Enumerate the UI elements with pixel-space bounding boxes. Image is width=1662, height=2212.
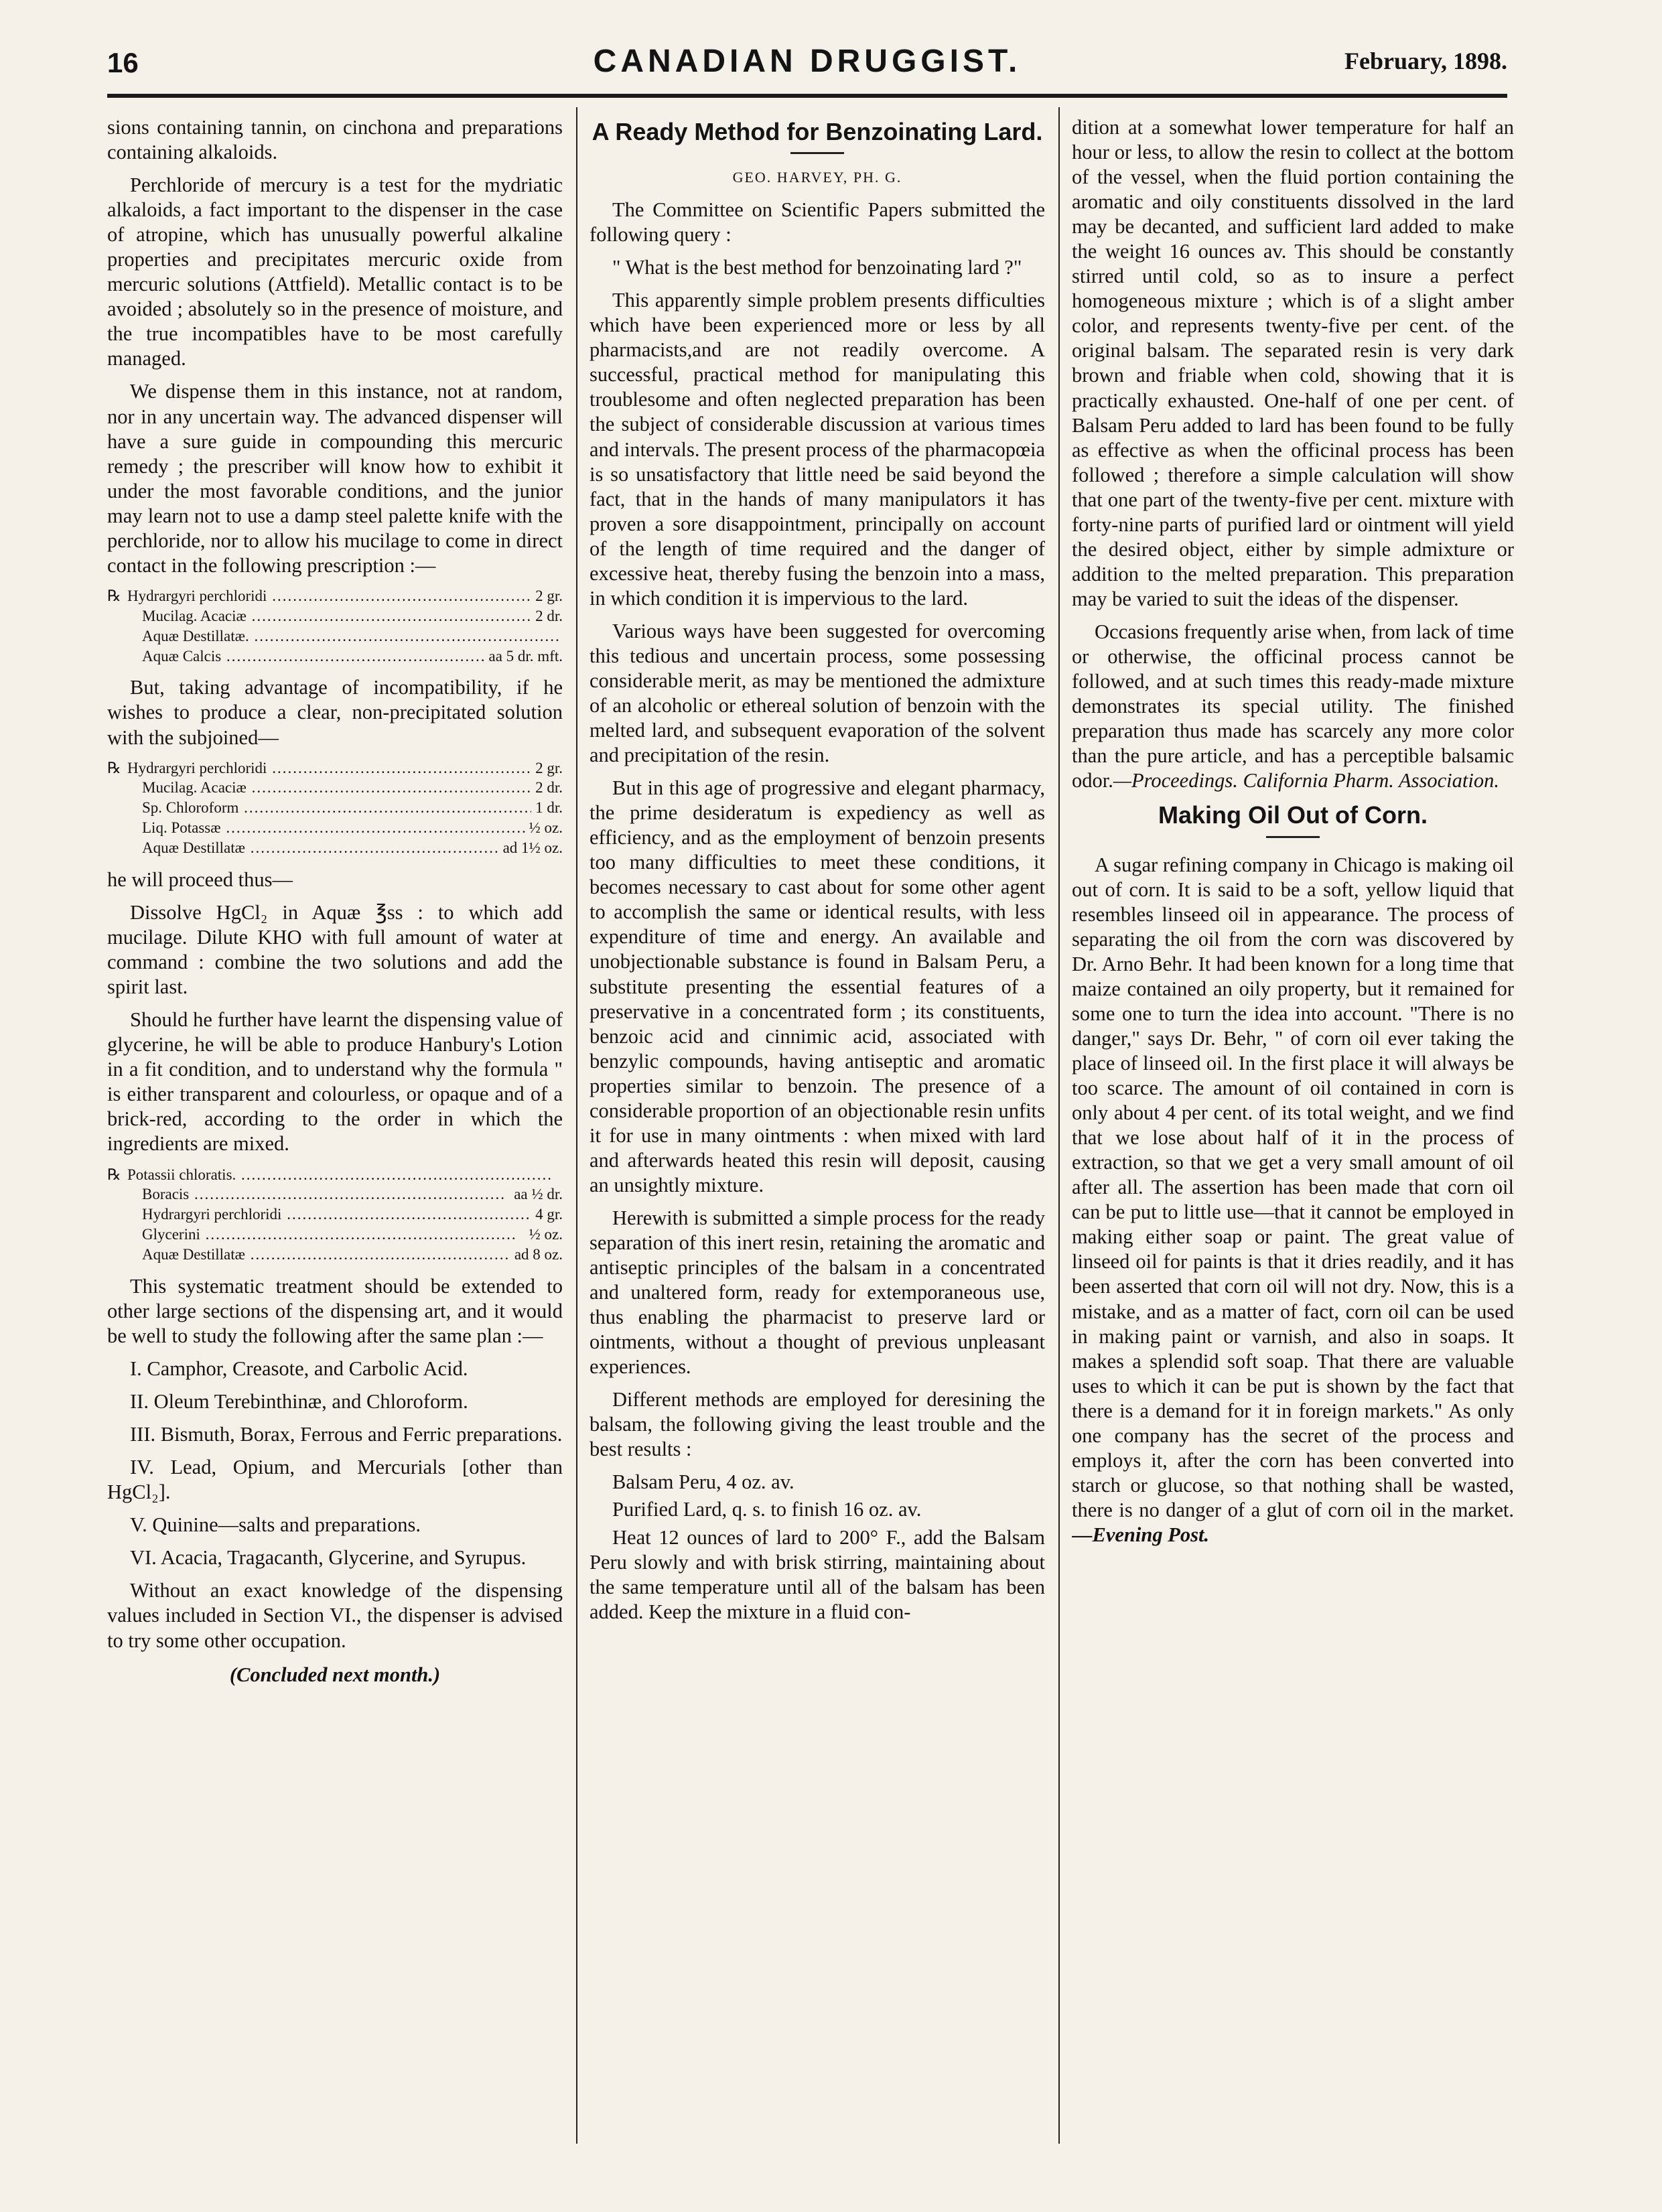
- paragraph: Heat 12 ounces of lard to 200° F., add the Balsam Peru slowly and with brisk stirring, maintaining about the same temperature until all of the balsam has been added. Keep the mixture in a fluid con-: [590, 1525, 1045, 1623]
- prescription-row: Liq. Potassæ ..... ½ oz.: [107, 818, 563, 838]
- prescription-row: Aquæ Destillatæ. .....: [107, 626, 563, 646]
- paragraph: Perchloride of mercury is a test for the mydriatic alkaloids, a fact important to the dispenser in the case of atropine, which has unusually powerful alkaline properties and precipitates mercuric oxide from mercuric solutions (Attfield). Metallic contact is to be avoided ; absolutely so in the presence of moisture, and the true incompatibles have to be most carefully managed.: [107, 174, 563, 370]
- prescription-row: Aquæ Destillatæ ..... ad 8 oz.: [107, 1245, 563, 1265]
- list-item: I. Camphor, Creasote, and Carbolic Acid.: [130, 1357, 468, 1381]
- prescription-row: Mucilag. Acaciæ ..... 2 dr.: [107, 606, 563, 626]
- concluded-note: (Concluded next month.): [229, 1663, 441, 1686]
- page-header: [107, 43, 1507, 84]
- paragraph: Should he further have learnt the dispensing value of glycerine, he will be able to produce Hanbury's Lotion in a fit condition, and to understand why the formula " is either transparent and colourless, or opaque and of a brick-red, according to the order in which the ingredients are mixed.: [107, 1008, 563, 1156]
- paragraph: We dispense them in this instance, not at random, nor in any uncertain way. The advanced dispenser will have a sure guide in compounding this mercuric remedy ; the prescriber will know how to exhibit it under the most favorable conditions, and the junior may learn not to use a damp steel palette knife with the perchloride, nor to allow his mucilage to come in direct contact in the following prescription :—: [107, 380, 563, 577]
- paragraph: This apparently simple problem presents difficulties which have been experienced more or less by all pharmacists,and are not readily overcome. A successful, practical method for manipulating this troublesome and often neglected preparation has been the subject of considerable discussion at various times and intervals. The present process of the pharmacopœia is so unsatisfactory that little need be said beyond the fact, that in the hands of many manipulators it has proven a sore disappointment, principally on account of the length of time required and the danger of excessive heat, thereby fusing the benzoin into a mass, in which condition it is impervious to the lard.: [590, 289, 1045, 610]
- paragraph: But, taking advantage of incompatibility, if he wishes to produce a clear, non-precipitated solution with the subjoined—: [107, 676, 563, 749]
- paragraph: Balsam Peru, 4 oz. av.: [612, 1470, 794, 1494]
- paragraph-text: A sugar refining company in Chicago is making oil out of corn. It is said to be a soft, yellow liquid that resembles linseed oil in appearance. The process of separating the oil from the corn was discovered by Dr. Arno Behr. It had been known for a long time that maize contained an oily property, but it remained for some one to turn the idea into account. "There is no danger," says Dr. Behr, " of corn oil ever taking the place of linseed oil. In the first place it will always be too scarce. The amount of oil contained in corn is only about 4 per cent. of its total weight, and we find that we lose about half of it in the process of extraction, so that we get a very small amount of oil after all. The assertion has been made that corn oil can be put to little use—that it cannot be employed in making either soap or paint. The great value of linseed oil for paints is that it dries readily, and it has been asserted that corn oil will not dry. Now, this is a mistake, and as a matter of fact, corn oil can be used in making paint or varnish, and also in soaps. It makes a splendid soft soap. That there are valuable uses to which it can be put is shown by the fact that there is a demand for it in foreign markets." As only one company has the secret of the process and employs it, after the corn has been converted into starch or glucose, so that nothing shall be wasted, there is no danger of a glut of corn oil in the market.: [1072, 853, 1514, 1521]
- paragraph: [1072, 853, 1514, 1547]
- prescription-row: Aquæ Calcis ..... aa 5 dr. mft.: [107, 646, 563, 667]
- prescription-row: Sp. Chloroform ..... 1 dr.: [107, 798, 563, 818]
- prescription-row: Hydrargyri perchloridi ..... 4 gr.: [107, 1204, 563, 1225]
- prescription-row: ℞ Hydrargyri perchloridi ..... 2 gr.: [107, 758, 563, 778]
- prescription-2: [107, 758, 563, 858]
- article-title: A Ready Method for Benzoinating Lard.: [592, 118, 1043, 145]
- source-citation: —Evening Post.: [1072, 1523, 1210, 1546]
- title-rule: [790, 152, 844, 154]
- paragraph: Different methods are employed for deresining the balsam, the following giving the least trouble and the best results :: [590, 1388, 1045, 1461]
- paragraph: The Committee on Scientific Papers submitted the following query :: [590, 198, 1045, 247]
- masthead-title: CANADIAN DRUGGIST.: [593, 44, 1022, 79]
- paragraph: Dissolve HgCl₂ in Aquæ ℥ss : to which add mucilage. Dilute KHO with full amount of water at command : combine the two solutions and add the spirit last.: [107, 901, 563, 999]
- paragraph: Without an exact knowledge of the dispensing values included in Section VI., the dispenser is advised to try some other occupation.: [107, 1579, 563, 1652]
- paragraph: dition at a somewhat lower temperature for half an hour or less, to allow the resin to collect at the bottom of the vessel, when the fluid portion containing the aromatic and oily constituents dissolved in the lard may be decanted, and sufficient lard added to make the weight 16 ounces av. This should be constantly stirred until cold, so as to insure a perfect homogeneous mixture ; which is of a slight amber color, and represents twenty-five per cent. of the original balsam. The separated resin is very dark brown and friable when cold, showing that it is practically exhausted. One-half of one per cent. of Balsam Peru added to lard has been found to be fully as effective as when the officinal process has been followed ; therefore a simple calculation will show that one part of the twenty-five per cent. mixture with forty-nine parts of purified lard or ointment will yield the desired object, either by simple admixture or addition to the melted preparation. This preparation may be varied to suit the ideas of the dispenser.: [1072, 116, 1514, 610]
- column-1: [107, 115, 563, 2165]
- prescription-row: Aquæ Destillatæ ..... ad 1½ oz.: [107, 838, 563, 858]
- list-item: V. Quinine—salts and preparations.: [130, 1513, 421, 1537]
- prescription-row: ℞ Hydrargyri perchloridi ..... 2 gr.: [107, 586, 563, 606]
- issue-date: February, 1898.: [1344, 48, 1507, 74]
- prescription-1: [107, 586, 563, 667]
- prescription-row: Boracis ..... aa ½ dr.: [107, 1184, 563, 1204]
- list-item: II. Oleum Terebinthinæ, and Chloroform.: [130, 1390, 468, 1413]
- page-number: 16: [107, 47, 139, 78]
- list-item: IV. Lead, Opium, and Mercurials [other than HgCl₂].: [107, 1456, 563, 1504]
- source-citation: —Proceedings. California Pharm. Association.: [1113, 769, 1499, 792]
- column-divider-2: [1058, 107, 1060, 2144]
- column-3: [1072, 115, 1514, 2165]
- header-rule: [107, 94, 1507, 98]
- list-item: III. Bismuth, Borax, Ferrous and Ferric preparations.: [130, 1423, 563, 1446]
- prescription-row: Mucilag. Acaciæ ..... 2 dr.: [107, 778, 563, 798]
- list-item: VI. Acacia, Tragacanth, Glycerine, and Syrupus.: [130, 1546, 527, 1570]
- paragraph: sions containing tannin, on cinchona and preparations containing alkaloids.: [107, 116, 563, 164]
- article-title: Making Oil Out of Corn.: [1158, 801, 1428, 829]
- paragraph: " What is the best method for benzoinating lard ?": [612, 256, 1022, 279]
- prescription-row: ℞ Potassii chloratis. .....: [107, 1165, 563, 1185]
- column-2: [590, 115, 1045, 2165]
- prescription-3: [107, 1165, 563, 1265]
- paragraph: Herewith is submitted a simple process for the ready separation of this inert resin, retaining the aromatic and antiseptic principles of the balsam in a concentrated and unaltered form, ready for extemporaneous use, thus enabling the pharmacist to preserve lard or ointments, without a thought of previous unpleasant experiences.: [590, 1206, 1045, 1379]
- paragraph-text: Occasions frequently arise when, from lack of time or otherwise, the officinal process cannot be followed, and at such times this ready-made mixture demonstrates its special utility. The finished preparation thus made has scarcely any more color than the pure article, and has a perceptible balsamic odor.: [1072, 620, 1514, 792]
- paragraph: he will proceed thus—: [107, 868, 293, 891]
- byline: GEO. HARVEY, PH. G.: [732, 169, 902, 186]
- paragraph: Various ways have been suggested for overcoming this tedious and uncertain process, some possessing considerable merit, as may be mentioned the admixture of an alcoholic or ethereal solution of benzoin with the melted lard, and subsequent evaporation of the solvent and precipitation of the resin.: [590, 619, 1045, 767]
- paragraph: This systematic treatment should be extended to other large sections of the dispensing art, and it would be well to study the following after the same plan :—: [107, 1274, 563, 1348]
- prescription-row: Glycerini ..... ½ oz.: [107, 1225, 563, 1245]
- paragraph: [1072, 620, 1514, 793]
- paragraph: But in this age of progressive and elegant pharmacy, the prime desideratum is expediency as well as efficiency, and as the employment of benzoin presents too many difficulties to meet these conditions, it becomes necessary to cast about for some other agent to accomplish the same or identical results, with less expenditure of time and energy. An available and unobjectionable substance is found in Balsam Peru, a substitute presenting the essential features of a preservative in a concentrated form ; its constituents, benzoic acid and cinnimic acid, associated with benzylic compounds, having antiseptic and aromatic properties similar to benzoin. The presence of a considerable proportion of an objectionable resin unfits it for use in many ointments : when mixed with lard and afterwards heated this resin will deposit, causing an unsightly mixture.: [590, 776, 1045, 1196]
- title-rule: [1266, 836, 1320, 838]
- column-divider-1: [576, 107, 577, 2144]
- paragraph: Purified Lard, q. s. to finish 16 oz. av.: [612, 1498, 922, 1521]
